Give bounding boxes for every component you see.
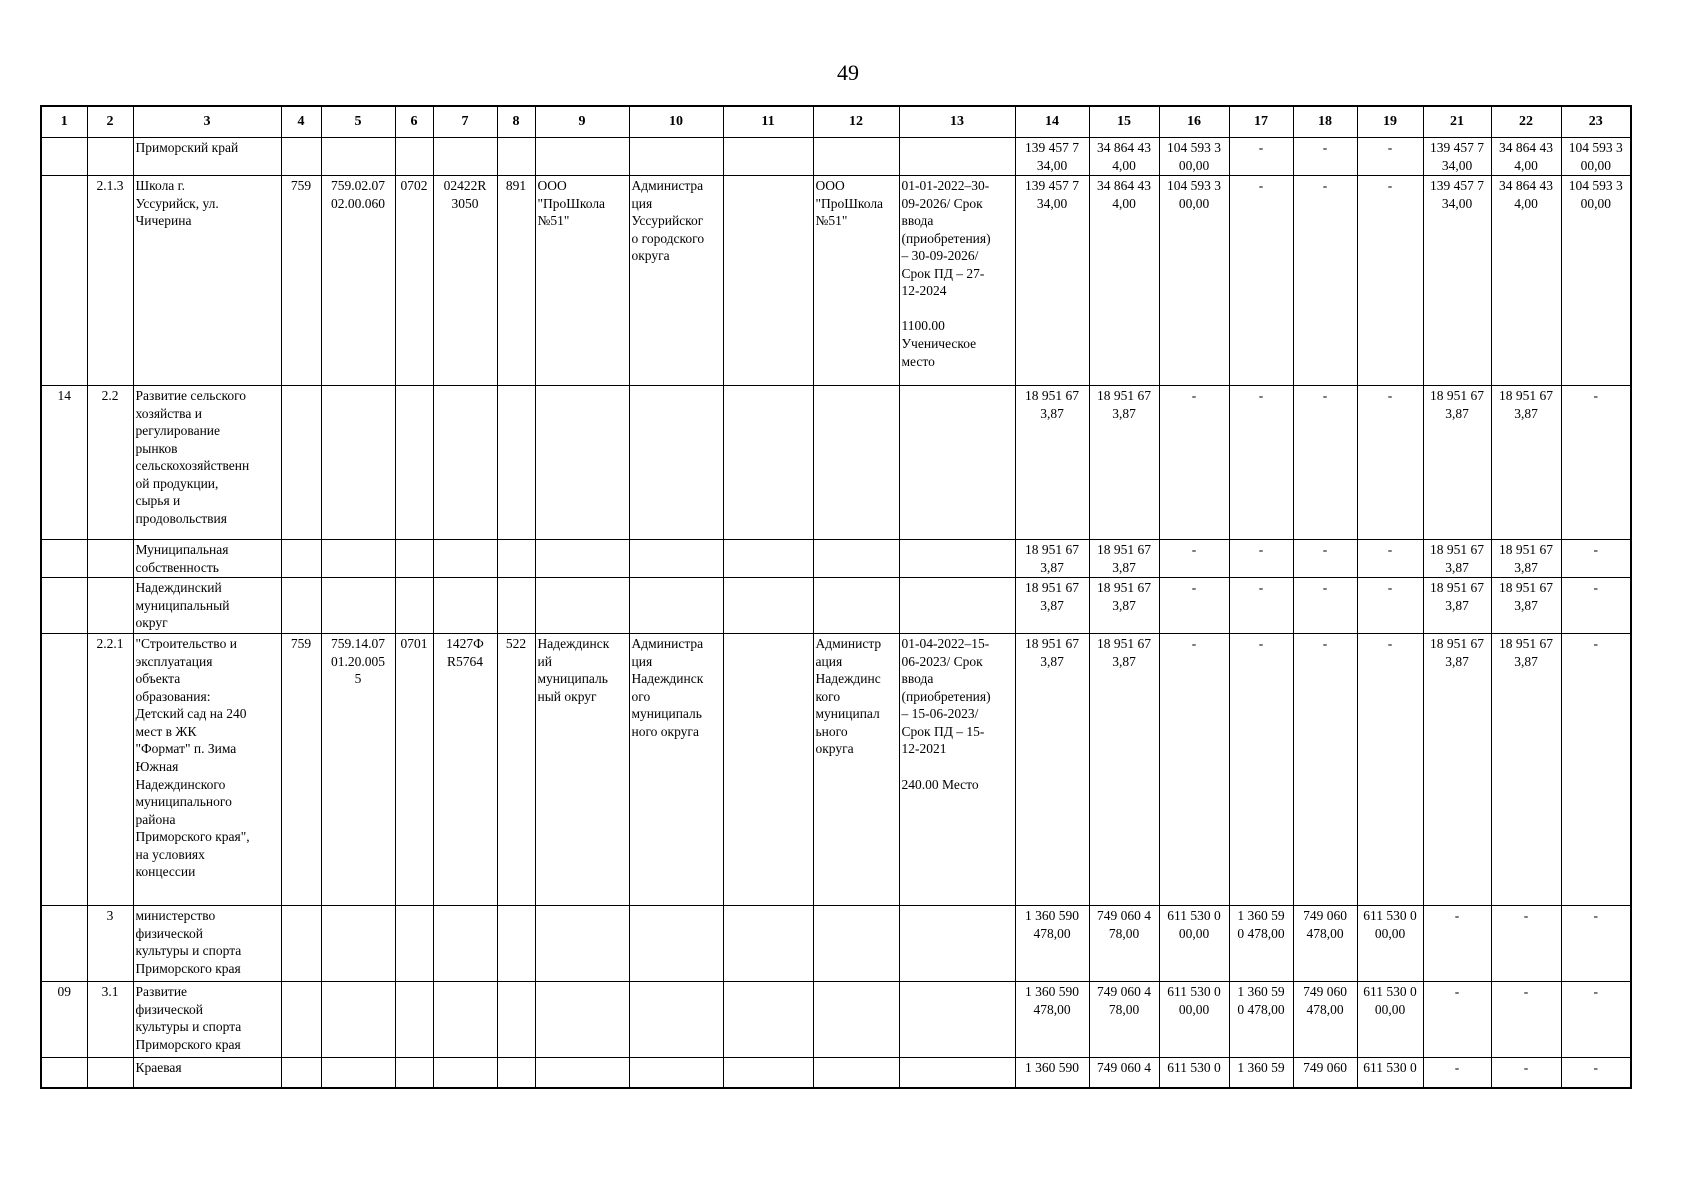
table-cell: - [1357,176,1423,386]
table-cell: 611 530 0 [1159,1058,1229,1088]
table-cell [723,1058,813,1088]
column-header: 19 [1357,106,1423,138]
table-cell [497,982,535,1058]
table-cell: Администр ация Надеждинс кого муниципал ьного округа [813,634,899,906]
table-cell: 0702 [395,176,433,386]
column-header: 3 [133,106,281,138]
table-cell: - [1561,386,1631,540]
table-cell [497,1058,535,1088]
table-cell: 18 951 67 3,87 [1423,578,1491,634]
table-cell [433,1058,497,1088]
table-cell [535,1058,629,1088]
table-cell [535,138,629,176]
table-cell: 34 864 43 4,00 [1089,138,1159,176]
table-cell [497,138,535,176]
table-cell: - [1159,634,1229,906]
table-cell [433,906,497,982]
table-cell: 611 530 0 [1357,1058,1423,1088]
column-header: 18 [1293,106,1357,138]
table-cell: 34 864 43 4,00 [1491,138,1561,176]
column-header: 14 [1015,106,1089,138]
table-cell [41,540,87,578]
table-cell: - [1561,540,1631,578]
table-cell [723,540,813,578]
table-cell: 18 951 67 3,87 [1089,634,1159,906]
table-cell: 18 951 67 3,87 [1423,540,1491,578]
table-cell [395,906,433,982]
table-cell: 18 951 67 3,87 [1089,540,1159,578]
table-cell: 139 457 7 34,00 [1015,176,1089,386]
table-cell [281,138,321,176]
table-cell: - [1293,540,1357,578]
table-cell: 104 593 3 00,00 [1159,138,1229,176]
table-cell: Муниципальная собственность [133,540,281,578]
table-cell: Администра ция Уссурийског о городского округа [629,176,723,386]
table-cell [723,982,813,1058]
table-cell [281,982,321,1058]
table-cell [321,578,395,634]
table-cell: - [1491,1058,1561,1088]
table-cell: 1 360 59 0 478,00 [1229,982,1293,1058]
column-header: 17 [1229,106,1293,138]
table-cell: 34 864 43 4,00 [1089,176,1159,386]
table-cell [723,578,813,634]
table-row [41,634,1631,906]
table-cell [723,906,813,982]
table-cell: Администра ция Надеждинск ого муниципаль ного округа [629,634,723,906]
table-cell [629,578,723,634]
table-cell: ООО "ПроШкола №51" [535,176,629,386]
table-cell: "Строительство и эксплуатация объекта образования: Детский сад на 240 мест в ЖК "Формат" п. Зима Южная Надеждинского муниципального района Приморского края", на условиях концессии [133,634,281,906]
table-cell: 3.1 [87,982,133,1058]
table-cell: - [1229,386,1293,540]
table-cell: 891 [497,176,535,386]
table-row [41,906,1631,982]
table-cell: 104 593 3 00,00 [1561,138,1631,176]
table-cell: 18 951 67 3,87 [1491,578,1561,634]
table-cell: Приморский край [133,138,281,176]
table-cell: 0701 [395,634,433,906]
table-cell: 3 [87,906,133,982]
table-cell: 18 951 67 3,87 [1015,578,1089,634]
table-cell: 18 951 67 3,87 [1089,578,1159,634]
table-cell [433,138,497,176]
table-cell [87,578,133,634]
table-cell: - [1423,1058,1491,1088]
table-cell: - [1357,138,1423,176]
table-cell: - [1561,578,1631,634]
column-header: 10 [629,106,723,138]
table-cell: 104 593 3 00,00 [1159,176,1229,386]
column-header: 8 [497,106,535,138]
table-cell: - [1357,386,1423,540]
table-cell [535,906,629,982]
table-cell [535,540,629,578]
table-cell [395,982,433,1058]
table-cell: министерство физической культуры и спорта Приморского края [133,906,281,982]
table-cell [535,578,629,634]
page-number: 49 [837,60,859,85]
table-cell [41,578,87,634]
table-cell: - [1357,578,1423,634]
table-cell [813,578,899,634]
table-cell: 18 951 67 3,87 [1423,386,1491,540]
column-header: 22 [1491,106,1561,138]
table-cell [87,138,133,176]
table-cell: 1 360 590 478,00 [1015,906,1089,982]
table-cell: - [1159,578,1229,634]
table-cell [813,540,899,578]
table-cell: - [1293,578,1357,634]
column-header: 7 [433,106,497,138]
table-cell: Развитие физической культуры и спорта Приморского края [133,982,281,1058]
table-cell: 01-04-2022–15- 06-2023/ Срок ввода (приобретения) – 15-06-2023/ Срок ПД – 15- 12-2021 240.00 Место [899,634,1015,906]
table-cell [723,386,813,540]
table-cell [281,1058,321,1088]
table-cell [395,386,433,540]
table-cell: 104 593 3 00,00 [1561,176,1631,386]
table-cell: 18 951 67 3,87 [1089,386,1159,540]
table-cell: - [1491,982,1561,1058]
table-cell: 18 951 67 3,87 [1491,634,1561,906]
table-cell [281,906,321,982]
table-cell: 02422R 3050 [433,176,497,386]
table-cell [629,982,723,1058]
table-cell [321,1058,395,1088]
table-cell: 749 060 4 78,00 [1089,906,1159,982]
column-header: 6 [395,106,433,138]
table-cell [629,540,723,578]
table-cell: 09 [41,982,87,1058]
table-cell: - [1423,906,1491,982]
table-cell: 611 530 0 00,00 [1159,982,1229,1058]
table-cell: 139 457 7 34,00 [1015,138,1089,176]
table-cell: - [1229,634,1293,906]
table-cell: - [1293,176,1357,386]
column-header: 21 [1423,106,1491,138]
table-cell [723,138,813,176]
table-cell [899,540,1015,578]
column-header: 16 [1159,106,1229,138]
table-cell: 139 457 7 34,00 [1423,138,1491,176]
table-cell [87,1058,133,1088]
table-cell [281,540,321,578]
table-cell: - [1357,634,1423,906]
table-cell [41,634,87,906]
table-cell: Развитие сельского хозяйства и регулирование рынков сельскохозяйственн ой продукции, сырья и продовольствия [133,386,281,540]
table-cell [813,906,899,982]
table-cell [813,982,899,1058]
table-cell [813,138,899,176]
table-cell: 1 360 59 0 478,00 [1229,906,1293,982]
table-cell: 1 360 590 478,00 [1015,982,1089,1058]
table-cell: 18 951 67 3,87 [1015,386,1089,540]
table-cell [535,982,629,1058]
table-cell [87,540,133,578]
table-cell: - [1229,540,1293,578]
table-cell [899,578,1015,634]
table-cell: 759 [281,176,321,386]
table-cell: - [1293,138,1357,176]
table-cell: - [1293,634,1357,906]
table-cell: 18 951 67 3,87 [1015,540,1089,578]
table-cell: 759 [281,634,321,906]
column-header: 15 [1089,106,1159,138]
table-cell: 1427Ф R5764 [433,634,497,906]
table-cell: ООО "ПроШкола №51" [813,176,899,386]
table-cell [433,578,497,634]
table-cell [281,578,321,634]
table-cell [497,578,535,634]
table-cell [813,1058,899,1088]
table-cell [433,386,497,540]
table-cell [395,578,433,634]
table-cell: - [1561,982,1631,1058]
table-body [41,138,1631,1088]
table-cell [433,540,497,578]
table-cell: 2.1.3 [87,176,133,386]
table-cell: 749 060 4 [1089,1058,1159,1088]
table-row [41,540,1631,578]
table-cell: 522 [497,634,535,906]
table-cell: 611 530 0 00,00 [1159,906,1229,982]
table-row [41,1058,1631,1088]
table-cell [899,1058,1015,1088]
table-cell: 749 060 478,00 [1293,906,1357,982]
table-cell: - [1423,982,1491,1058]
column-header: 9 [535,106,629,138]
table-cell: - [1229,578,1293,634]
table-cell: 611 530 0 00,00 [1357,982,1423,1058]
table-cell [321,982,395,1058]
table-cell: 2.2 [87,386,133,540]
table-cell: Надеждинский муниципальный округ [133,578,281,634]
table-cell [41,176,87,386]
table-cell [535,386,629,540]
table-cell: 34 864 43 4,00 [1491,176,1561,386]
table-cell [321,138,395,176]
table-cell [899,982,1015,1058]
table-cell: 14 [41,386,87,540]
table-cell: Надеждинск ий муниципаль ный округ [535,634,629,906]
table-cell: 749 060 4 78,00 [1089,982,1159,1058]
table-cell: - [1561,906,1631,982]
column-header: 2 [87,106,133,138]
table-cell [899,386,1015,540]
table-cell [321,540,395,578]
table-cell: - [1229,138,1293,176]
column-header: 11 [723,106,813,138]
table-cell [321,386,395,540]
column-header: 23 [1561,106,1631,138]
table-cell: 18 951 67 3,87 [1015,634,1089,906]
table-cell [629,386,723,540]
column-header: 4 [281,106,321,138]
table-cell: - [1159,386,1229,540]
table-cell [899,906,1015,982]
table-cell [41,1058,87,1088]
table-cell [41,906,87,982]
table-cell: - [1357,540,1423,578]
table-cell [723,176,813,386]
table-cell [629,138,723,176]
column-header: 12 [813,106,899,138]
table-cell [629,906,723,982]
table-cell [813,386,899,540]
table-cell: Краевая [133,1058,281,1088]
table-cell [395,1058,433,1088]
table-cell: 749 060 [1293,1058,1357,1088]
table-cell [497,386,535,540]
table-cell: 1 360 590 [1015,1058,1089,1088]
table-cell: - [1561,1058,1631,1088]
table-cell [321,906,395,982]
table-cell: 01-01-2022–30- 09-2026/ Срок ввода (приобретения) – 30-09-2026/ Срок ПД – 27- 12-2024 1100.00 Ученическое место [899,176,1015,386]
table-cell: 2.2.1 [87,634,133,906]
table-cell: 18 951 67 3,87 [1423,634,1491,906]
table-cell [395,540,433,578]
table-cell: 1 360 59 [1229,1058,1293,1088]
column-header: 13 [899,106,1015,138]
table-row [41,982,1631,1058]
table-cell: 139 457 7 34,00 [1423,176,1491,386]
table-cell: 759.02.07 02.00.060 [321,176,395,386]
budget-table [40,105,1632,1089]
table-row [41,386,1631,540]
table-cell [629,1058,723,1088]
table-cell: Школа г. Уссурийск, ул. Чичерина [133,176,281,386]
table-cell: 18 951 67 3,87 [1491,386,1561,540]
table-cell [497,540,535,578]
table-cell [497,906,535,982]
table-cell [41,138,87,176]
table-cell: 759.14.07 01.20.005 5 [321,634,395,906]
table-cell [723,634,813,906]
table-row [41,138,1631,176]
table-cell [899,138,1015,176]
table-row [41,176,1631,386]
table-cell: 749 060 478,00 [1293,982,1357,1058]
table-cell [395,138,433,176]
table-cell: - [1491,906,1561,982]
table-cell: 611 530 0 00,00 [1357,906,1423,982]
table-cell: - [1159,540,1229,578]
table-cell: - [1229,176,1293,386]
table-cell [281,386,321,540]
table-cell: - [1561,634,1631,906]
column-header: 5 [321,106,395,138]
table-cell [433,982,497,1058]
table-row [41,578,1631,634]
table-cell: 18 951 67 3,87 [1491,540,1561,578]
header-row [41,106,1631,138]
table-cell: - [1293,386,1357,540]
column-header: 1 [41,106,87,138]
